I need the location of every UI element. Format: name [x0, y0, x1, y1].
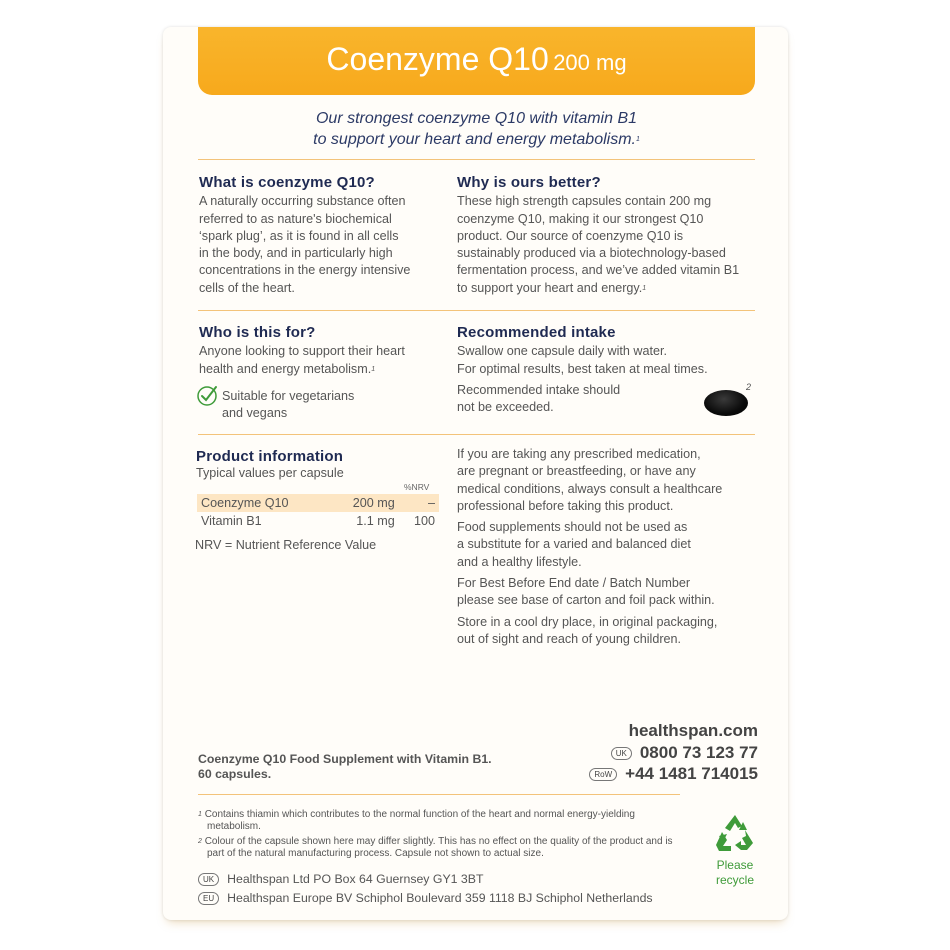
why-section: [457, 174, 757, 297]
capsule-image: [704, 390, 748, 416]
why-line: sustainably produced via a biotechnology-based: [457, 246, 726, 261]
footnote-text: Contains thiamin which contributes to the normal function of the heart and normal energy-yielding metabolism.: [204, 809, 635, 832]
what-line: in the body, and in particularly high: [199, 246, 393, 261]
address-eu: [198, 890, 653, 907]
address-uk: [198, 871, 483, 888]
check-circle-icon: [197, 385, 219, 407]
uk-phone[interactable]: 0800 73 123 77: [639, 743, 758, 762]
footnote-mark: 1: [635, 136, 640, 143]
footnote-mark: 1: [642, 284, 647, 292]
advice-line: out of sight and reach of young children.: [457, 631, 682, 646]
advice-line: Store in a cool dry place, in original packaging,: [457, 614, 718, 629]
what-heading: What is coenzyme Q10?: [199, 174, 375, 191]
intake-heading: Recommended intake: [457, 324, 616, 341]
address-tag: UK: [198, 873, 219, 886]
intake-warning: Recommended intake should: [457, 382, 621, 397]
intake-warning: not be exceeded.: [457, 400, 554, 415]
footnote: [198, 836, 688, 860]
footnote-mark: 2: [198, 838, 202, 845]
advice-line: Food supplements should not be used as: [457, 520, 688, 535]
what-section: [199, 174, 444, 297]
table-row: [197, 512, 439, 530]
what-line: A naturally occurring substance often: [199, 194, 406, 209]
row-phone[interactable]: +44 1481 714015: [625, 764, 758, 783]
product-description: [198, 752, 492, 782]
what-line: cells of the heart.: [199, 280, 295, 295]
advice-line: please see base of carton and foil pack within.: [457, 593, 715, 608]
footnote-mark: 1: [198, 811, 202, 818]
intake-line: For optimal results, best taken at meal times.: [457, 361, 708, 376]
why-line: These high strength capsules contain 200 mg: [457, 194, 712, 209]
advice-line: For Best Before End date / Batch Number: [457, 576, 691, 591]
vegan-line: Suitable for vegetarians: [222, 389, 355, 403]
product-info-section: [196, 448, 446, 483]
footnotes: [198, 809, 688, 863]
divider: [198, 159, 755, 160]
what-line: concentrations in the energy intensive: [199, 263, 411, 278]
advice-line: and a healthy lifestyle.: [457, 554, 582, 569]
product-info-subheading: Typical values per capsule: [196, 466, 344, 481]
footnote-mark: 2: [746, 382, 752, 392]
row-tag: RoW: [589, 768, 617, 781]
product-desc-line: Coenzyme Q10 Food Supplement with Vitamin B1.: [198, 752, 492, 766]
advice-line: If you are taking any prescribed medication,: [457, 447, 701, 461]
title-banner: [198, 27, 755, 95]
advice-line: professional before taking this product.: [457, 498, 674, 513]
why-line: fermentation process, and we’ve added vitamin B1: [457, 263, 740, 278]
product-desc-line: 60 capsules.: [198, 767, 272, 781]
nutrient-amount: 1.1 mg: [356, 514, 395, 528]
divider: [198, 794, 680, 795]
footnote: [198, 809, 688, 833]
advice-line: are pregnant or breastfeeding, or have any: [457, 464, 696, 479]
what-line: referred to as nature's biochemical: [199, 211, 392, 226]
recycle-line: Please: [716, 858, 754, 872]
table-row: [197, 494, 439, 512]
address-tag: EU: [198, 892, 219, 905]
why-heading: Why is ours better?: [457, 174, 601, 191]
nutrient-name: Coenzyme Q10: [201, 496, 289, 510]
tagline: [198, 108, 755, 150]
product-strength: 200 mg: [553, 50, 627, 75]
recycle-block: [706, 812, 764, 888]
who-line: health and energy metabolism.: [199, 361, 372, 376]
why-line: to support your heart and energy.: [457, 280, 643, 295]
recycle-icon: [713, 812, 757, 854]
tagline-line-2: to support your heart and energy metabolism.: [313, 131, 636, 148]
footnote-text: Colour of the capsule shown here may differ slightly. This has no effect on the quality of the product and is part of the natural manufacturing process. Capsule not shown to actual size.: [204, 836, 673, 859]
website-link[interactable]: healthspan.com: [628, 721, 758, 740]
divider: [198, 434, 755, 435]
vegan-badge: [197, 385, 355, 421]
tagline-line-1: Our strongest coenzyme Q10 with vitamin B1: [315, 110, 638, 127]
who-section: [199, 324, 444, 378]
product-info-heading: Product information: [196, 448, 344, 465]
why-line: coenzyme Q10, making it our strongest Q10: [457, 211, 704, 226]
nutrient-name: Vitamin B1: [201, 514, 262, 528]
nrv-header: %NRV: [404, 482, 430, 492]
recycle-line: recycle: [715, 873, 754, 887]
divider: [198, 310, 755, 311]
product-title: Coenzyme Q10: [326, 41, 549, 77]
advice-line: a substitute for a varied and balanced diet: [457, 537, 691, 552]
who-heading: Who is this for?: [199, 324, 316, 341]
nutrition-table: [197, 494, 439, 530]
address-text: Healthspan Europe BV Schiphol Boulevard 359 1118 BJ Schiphol Netherlands: [227, 891, 653, 905]
what-line: ‘spark plug’, as it is found in all cells: [199, 228, 399, 243]
address-text: Healthspan Ltd PO Box 64 Guernsey GY1 3BT: [227, 872, 484, 886]
footnote-mark: 1: [371, 365, 376, 373]
vegan-line: and vegans: [222, 406, 288, 421]
who-line: Anyone looking to support their heart: [199, 344, 405, 359]
nrv-note: NRV = Nutrient Reference Value: [195, 538, 377, 552]
contact-block: [589, 720, 758, 784]
nutrient-nrv: 100: [413, 514, 435, 528]
nutrient-amount: 200 mg: [352, 496, 395, 510]
uk-tag: UK: [611, 747, 632, 760]
advice-section: [457, 446, 757, 648]
advice-line: medical conditions, always consult a healthcare: [457, 481, 723, 496]
nutrient-nrv: –: [427, 496, 435, 510]
intake-line: Swallow one capsule daily with water.: [457, 344, 668, 359]
why-line: product. Our source of coenzyme Q10 is: [457, 228, 684, 243]
